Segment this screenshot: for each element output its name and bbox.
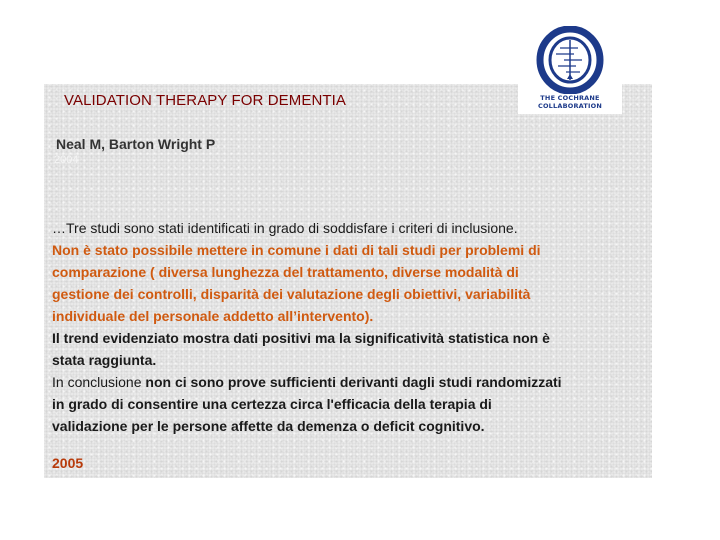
abstract-line-3: comparazione ( diversa lunghezza del trattamento, diverse modalità di bbox=[52, 264, 519, 280]
authors: Neal M, Barton Wright P bbox=[56, 136, 216, 152]
faded-year-text: 2004 bbox=[54, 154, 79, 166]
publication-year: 2005 bbox=[52, 455, 84, 471]
slide-title: VALIDATION THERAPY FOR DEMENTIA bbox=[64, 92, 347, 109]
cochrane-logo bbox=[518, 22, 622, 114]
abstract-line-7: stata raggiunta. bbox=[52, 352, 157, 368]
abstract-line-1: …Tre studi sono stati identificati in grado di soddisfare i criteri di inclusione. bbox=[52, 220, 518, 236]
abstract-line-8 bbox=[52, 371, 648, 393]
logo-text-line2: COLLABORATION bbox=[537, 102, 603, 110]
abstract-line-4: gestione dei controlli, disparità dei valutazione degli obiettivi, variabilità bbox=[52, 286, 531, 302]
cochrane-logo-icon bbox=[526, 26, 614, 94]
abstract-line-9: in grado di consentire una certezza circa l'efficacia della terapia di bbox=[52, 396, 492, 412]
logo-text-line1: THE COCHRANE bbox=[540, 94, 600, 102]
abstract-line-6: Il trend evidenziato mostra dati positivi ma la significatività statistica non è bbox=[52, 330, 550, 346]
abstract-paragraph bbox=[52, 217, 648, 437]
cochrane-logo-text bbox=[518, 94, 622, 110]
abstract-line-8-lead: In conclusione bbox=[52, 374, 146, 390]
abstract-line-5: individuale del personale addetto all’intervento). bbox=[52, 308, 374, 324]
abstract-line-8-conclusion: non ci sono prove sufficienti derivanti dagli studi randomizzati bbox=[145, 374, 562, 390]
abstract-line-10: validazione per le persone affette da demenza o deficit cognitivo. bbox=[52, 418, 485, 434]
abstract-line-2: Non è stato possibile mettere in comune i dati di tali studi per problemi di bbox=[52, 242, 541, 258]
